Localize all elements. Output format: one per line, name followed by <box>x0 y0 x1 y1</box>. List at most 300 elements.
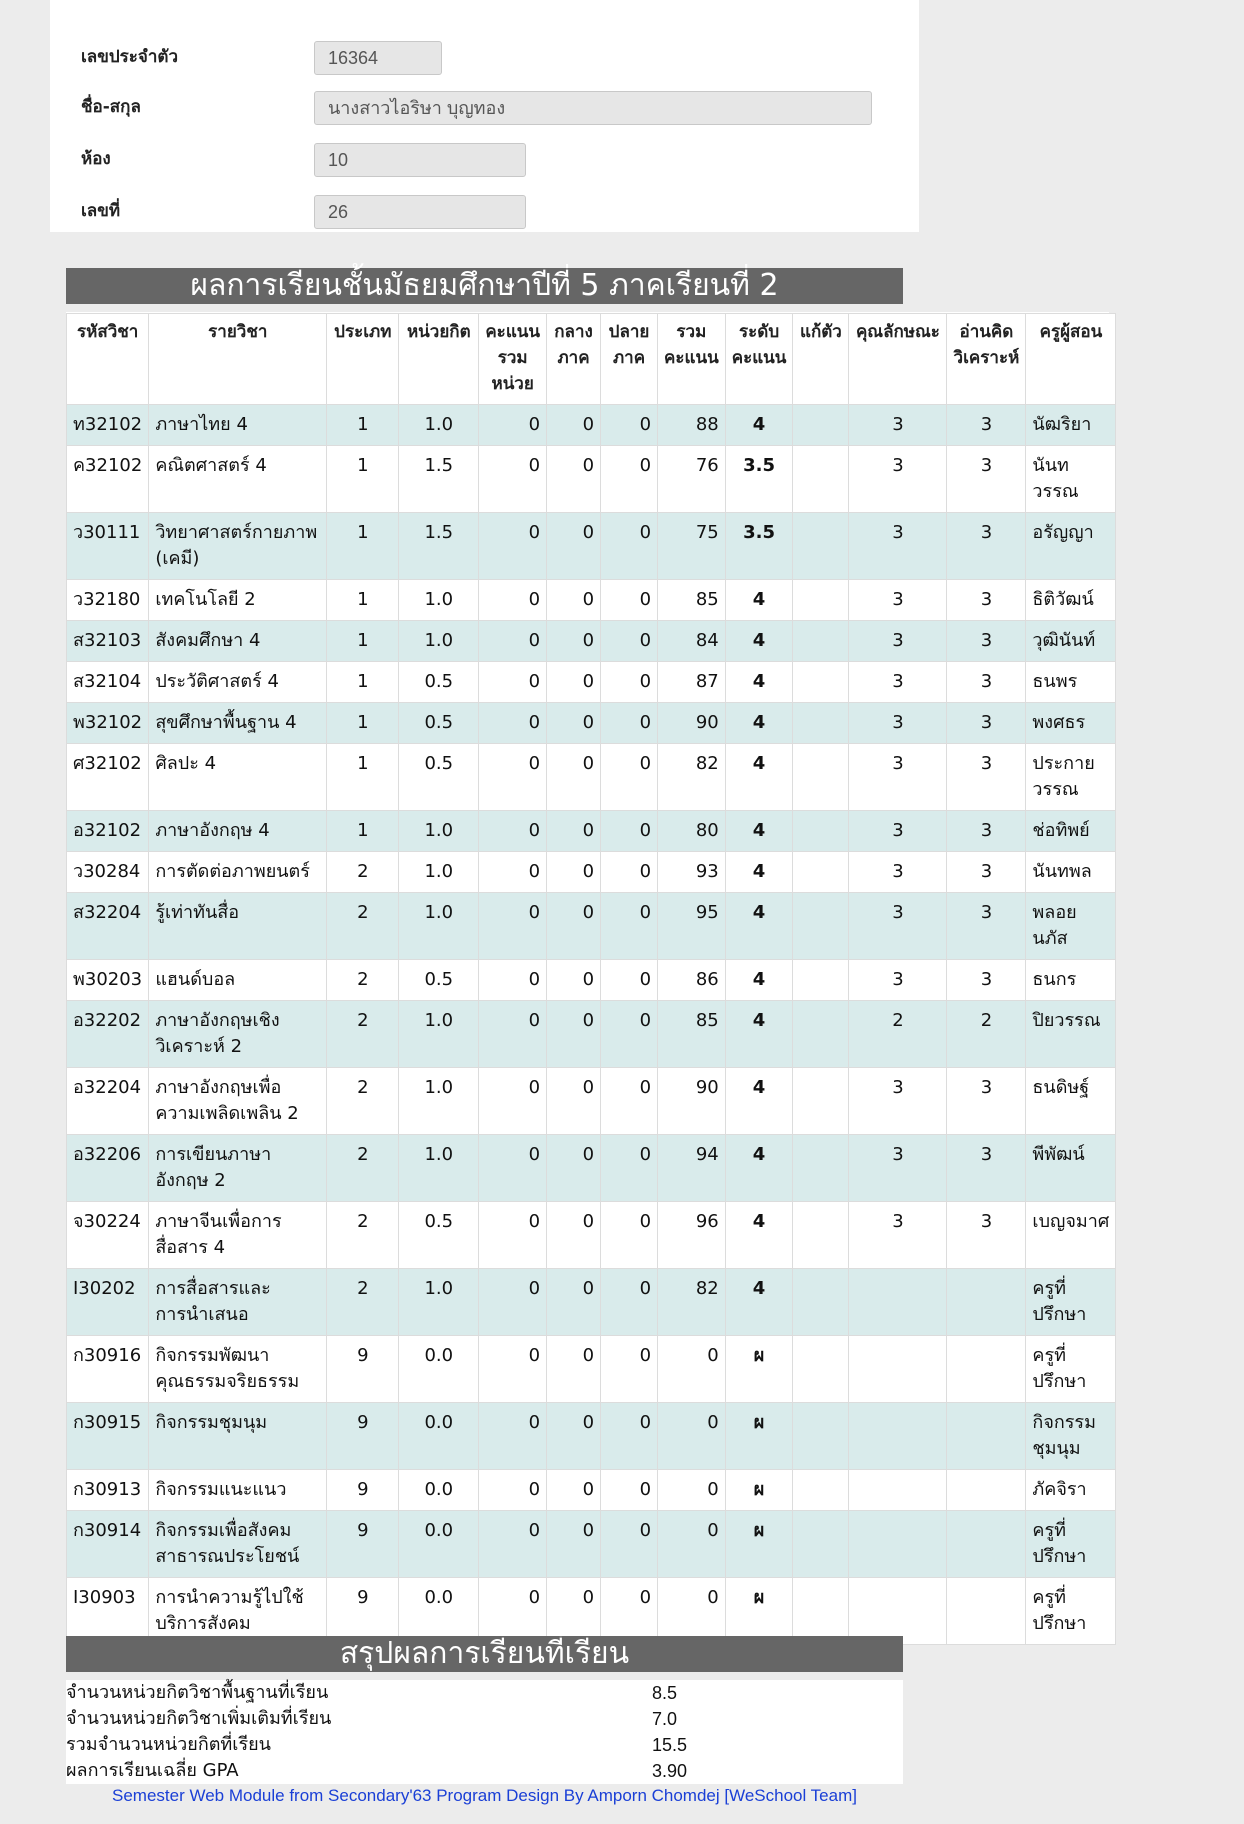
retake-cell <box>793 744 849 811</box>
teacher-cell: ธนดิษฐ์ <box>1026 1068 1116 1135</box>
table-row <box>67 744 1116 811</box>
retake-cell <box>793 893 849 960</box>
course-code-cell: อ32202 <box>67 1001 149 1068</box>
unit-score-cell: 0 <box>479 744 547 811</box>
unit-score-cell: 0 <box>479 580 547 621</box>
column-header: ระดับ คะแนน <box>725 314 793 405</box>
course-name-cell: ศิลปะ 4 <box>149 744 327 811</box>
teacher-cell: ธนกร <box>1026 960 1116 1001</box>
credits-cell: 1.0 <box>399 852 479 893</box>
credits-cell: 0.5 <box>399 960 479 1001</box>
total-score-cell: 93 <box>658 852 726 893</box>
teacher-cell: ครูที่ ปรึกษา <box>1026 1578 1116 1645</box>
table-row <box>67 893 1116 960</box>
final-score-cell: 0 <box>601 446 658 513</box>
unit-score-cell: 0 <box>479 960 547 1001</box>
midterm-score-cell: 0 <box>547 513 601 580</box>
column-header: รหัสวิชา <box>67 314 149 405</box>
analytical-score-cell: 3 <box>947 1135 1026 1202</box>
summary-title: สรุปผลการเรียนที่เรียน <box>66 1636 903 1672</box>
room-label: ห้อง <box>81 149 111 169</box>
student-name-field[interactable]: นางสาวไอริษา บุญทอง <box>314 91 872 125</box>
credits-cell: 0.0 <box>399 1403 479 1470</box>
summary-label: ผลการเรียนเฉลี่ย GPA <box>66 1760 239 1781</box>
course-name-cell: การตัดต่อภาพยนตร์ <box>149 852 327 893</box>
final-score-cell: 0 <box>601 621 658 662</box>
summary-value: 7.0 <box>652 1709 678 1729</box>
midterm-score-cell: 0 <box>547 893 601 960</box>
midterm-score-cell: 0 <box>547 405 601 446</box>
analytical-score-cell: 3 <box>947 703 1026 744</box>
unit-score-cell: 0 <box>479 703 547 744</box>
course-code-cell: ว30111 <box>67 513 149 580</box>
course-name-cell: สังคมศึกษา 4 <box>149 621 327 662</box>
character-score-cell: 3 <box>849 1135 947 1202</box>
course-code-cell: อ32206 <box>67 1135 149 1202</box>
table-row <box>67 1336 1116 1403</box>
credits-cell: 0.5 <box>399 703 479 744</box>
grade-cell: 4 <box>725 1269 793 1336</box>
analytical-score-cell <box>947 1336 1026 1403</box>
retake-cell <box>793 960 849 1001</box>
course-type-cell: 1 <box>327 405 399 446</box>
character-score-cell: 3 <box>849 446 947 513</box>
course-code-cell: ก30916 <box>67 1336 149 1403</box>
course-code-cell: ค32102 <box>67 446 149 513</box>
midterm-score-cell: 0 <box>547 662 601 703</box>
midterm-score-cell: 0 <box>547 1269 601 1336</box>
total-score-cell: 94 <box>658 1135 726 1202</box>
analytical-score-cell: 3 <box>947 580 1026 621</box>
course-type-cell: 2 <box>327 1202 399 1269</box>
course-name-cell: กิจกรรมชุมนุม <box>149 1403 327 1470</box>
table-row <box>67 1578 1116 1645</box>
final-score-cell: 0 <box>601 1336 658 1403</box>
retake-cell <box>793 1202 849 1269</box>
final-score-cell: 0 <box>601 662 658 703</box>
course-code-cell: I30903 <box>67 1578 149 1645</box>
midterm-score-cell: 0 <box>547 1068 601 1135</box>
total-score-cell: 96 <box>658 1202 726 1269</box>
table-row <box>67 960 1116 1001</box>
unit-score-cell: 0 <box>479 1511 547 1578</box>
final-score-cell: 0 <box>601 513 658 580</box>
analytical-score-cell: 3 <box>947 446 1026 513</box>
course-code-cell: พ32102 <box>67 703 149 744</box>
analytical-score-cell: 2 <box>947 1001 1026 1068</box>
course-code-cell: ก30915 <box>67 1403 149 1470</box>
teacher-cell: วุฒินันท์ <box>1026 621 1116 662</box>
table-row <box>67 621 1116 662</box>
grade-cell: ผ <box>725 1578 793 1645</box>
total-score-cell: 85 <box>658 580 726 621</box>
total-score-cell: 87 <box>658 662 726 703</box>
teacher-cell: นันทพล <box>1026 852 1116 893</box>
grade-cell: 4 <box>725 811 793 852</box>
credits-cell: 1.0 <box>399 405 479 446</box>
analytical-score-cell: 3 <box>947 1068 1026 1135</box>
table-body <box>67 405 1116 1645</box>
analytical-score-cell <box>947 1470 1026 1511</box>
summary-label: รวมจำนวนหน่วยกิตที่เรียน <box>66 1734 271 1755</box>
retake-cell <box>793 1578 849 1645</box>
retake-cell <box>793 852 849 893</box>
midterm-score-cell: 0 <box>547 744 601 811</box>
footer-credit-link[interactable]: Semester Web Module from Secondary'63 Program Design By Amporn Chomdej [WeSchool Team] <box>112 1786 857 1805</box>
summary-value: 15.5 <box>652 1735 688 1755</box>
midterm-score-cell: 0 <box>547 446 601 513</box>
column-header: กลาง ภาค <box>547 314 601 405</box>
course-name-cell: การเขียนภาษา อังกฤษ 2 <box>149 1135 327 1202</box>
teacher-cell: ครูที่ ปรึกษา <box>1026 1269 1116 1336</box>
retake-cell <box>793 1470 849 1511</box>
course-type-cell: 1 <box>327 811 399 852</box>
grade-cell: ผ <box>725 1336 793 1403</box>
character-score-cell: 3 <box>849 621 947 662</box>
retake-cell <box>793 1403 849 1470</box>
table-row <box>67 662 1116 703</box>
teacher-cell: ช่อทิพย์ <box>1026 811 1116 852</box>
teacher-cell: พงศธร <box>1026 703 1116 744</box>
character-score-cell: 3 <box>849 1202 947 1269</box>
total-score-cell: 84 <box>658 621 726 662</box>
table-row <box>67 1470 1116 1511</box>
total-score-cell: 95 <box>658 893 726 960</box>
course-type-cell: 2 <box>327 852 399 893</box>
table-row <box>67 1068 1116 1135</box>
unit-score-cell: 0 <box>479 1578 547 1645</box>
course-name-cell: กิจกรรมพัฒนา คุณธรรมจริยธรรม <box>149 1336 327 1403</box>
grade-cell: ผ <box>725 1403 793 1470</box>
table-header-row <box>67 314 1116 405</box>
character-score-cell <box>849 1336 947 1403</box>
course-code-cell: ก30913 <box>67 1470 149 1511</box>
course-type-cell: 1 <box>327 621 399 662</box>
unit-score-cell: 0 <box>479 1068 547 1135</box>
total-score-cell: 82 <box>658 1269 726 1336</box>
grade-cell: 4 <box>725 1135 793 1202</box>
total-score-cell: 0 <box>658 1403 726 1470</box>
unit-score-cell: 0 <box>479 621 547 662</box>
total-score-cell: 75 <box>658 513 726 580</box>
teacher-cell: นัฒริยา <box>1026 405 1116 446</box>
unit-score-cell: 0 <box>479 1403 547 1470</box>
grade-cell: 4 <box>725 1068 793 1135</box>
teacher-cell: ปิยวรรณ <box>1026 1001 1116 1068</box>
table-row <box>67 580 1116 621</box>
final-score-cell: 0 <box>601 1470 658 1511</box>
credits-cell: 0.0 <box>399 1336 479 1403</box>
column-header: หน่วยกิต <box>399 314 479 405</box>
credits-cell: 0.5 <box>399 662 479 703</box>
unit-score-cell: 0 <box>479 811 547 852</box>
character-score-cell: 3 <box>849 811 947 852</box>
unit-score-cell: 0 <box>479 1470 547 1511</box>
student-id-field[interactable]: 16364 <box>314 41 442 75</box>
course-code-cell: ว30284 <box>67 852 149 893</box>
final-score-cell: 0 <box>601 1511 658 1578</box>
student-info-panel <box>50 0 919 232</box>
grade-cell: 4 <box>725 580 793 621</box>
midterm-score-cell: 0 <box>547 1336 601 1403</box>
column-header: อ่านคิด วิเคราะห์ <box>947 314 1026 405</box>
character-score-cell: 2 <box>849 1001 947 1068</box>
midterm-score-cell: 0 <box>547 811 601 852</box>
total-score-cell: 0 <box>658 1578 726 1645</box>
unit-score-cell: 0 <box>479 852 547 893</box>
final-score-cell: 0 <box>601 1202 658 1269</box>
unit-score-cell: 0 <box>479 1269 547 1336</box>
retake-cell <box>793 513 849 580</box>
summary-value: 8.5 <box>652 1683 678 1703</box>
character-score-cell: 3 <box>849 893 947 960</box>
character-score-cell: 3 <box>849 852 947 893</box>
course-code-cell: ส32103 <box>67 621 149 662</box>
analytical-score-cell: 3 <box>947 662 1026 703</box>
grade-cell: 4 <box>725 852 793 893</box>
results-title: ผลการเรียนชั้นมัธยมศึกษาปีที่ 5 ภาคเรียนที่ 2 <box>66 268 903 304</box>
teacher-cell: ครูที่ ปรึกษา <box>1026 1336 1116 1403</box>
credits-cell: 1.0 <box>399 1068 479 1135</box>
course-name-cell: กิจกรรมแนะแนว <box>149 1470 327 1511</box>
character-score-cell: 3 <box>849 960 947 1001</box>
total-score-cell: 90 <box>658 1068 726 1135</box>
credits-cell: 0.5 <box>399 744 479 811</box>
midterm-score-cell: 0 <box>547 1001 601 1068</box>
teacher-cell: ครูที่ ปรึกษา <box>1026 1511 1116 1578</box>
room-field[interactable]: 10 <box>314 143 526 177</box>
credits-cell: 1.5 <box>399 513 479 580</box>
credits-cell: 1.0 <box>399 1269 479 1336</box>
summary-panel <box>66 1680 903 1784</box>
course-type-cell: 2 <box>327 1001 399 1068</box>
teacher-cell: ประกาย วรรณ <box>1026 744 1116 811</box>
analytical-score-cell: 3 <box>947 405 1026 446</box>
course-type-cell: 1 <box>327 513 399 580</box>
character-score-cell <box>849 1511 947 1578</box>
retake-cell <box>793 662 849 703</box>
course-name-cell: ประวัติศาสตร์ 4 <box>149 662 327 703</box>
table-row <box>67 852 1116 893</box>
grade-cell: 4 <box>725 1202 793 1269</box>
column-header: ปลาย ภาค <box>601 314 658 405</box>
course-name-cell: แฮนด์บอล <box>149 960 327 1001</box>
course-name-cell: วิทยาศาสตร์กายภาพ (เคมี) <box>149 513 327 580</box>
midterm-score-cell: 0 <box>547 1470 601 1511</box>
column-header: แก้ตัว <box>793 314 849 405</box>
unit-score-cell: 0 <box>479 1135 547 1202</box>
analytical-score-cell: 3 <box>947 811 1026 852</box>
retake-cell <box>793 1001 849 1068</box>
course-name-cell: ภาษาอังกฤษ 4 <box>149 811 327 852</box>
credits-cell: 0.0 <box>399 1511 479 1578</box>
retake-cell <box>793 621 849 662</box>
grade-cell: 3.5 <box>725 513 793 580</box>
grades-table <box>66 313 1116 1645</box>
unit-score-cell: 0 <box>479 1202 547 1269</box>
grade-cell: 3.5 <box>725 446 793 513</box>
analytical-score-cell: 3 <box>947 960 1026 1001</box>
course-type-cell: 2 <box>327 1068 399 1135</box>
grade-cell: 4 <box>725 744 793 811</box>
course-type-cell: 2 <box>327 893 399 960</box>
character-score-cell <box>849 1470 947 1511</box>
course-name-cell: การสื่อสารและ การนำเสนอ <box>149 1269 327 1336</box>
character-score-cell <box>849 1269 947 1336</box>
retake-cell <box>793 405 849 446</box>
retake-cell <box>793 446 849 513</box>
course-type-cell: 9 <box>327 1470 399 1511</box>
midterm-score-cell: 0 <box>547 1135 601 1202</box>
credits-cell: 1.5 <box>399 446 479 513</box>
course-code-cell: ว32180 <box>67 580 149 621</box>
course-type-cell: 1 <box>327 703 399 744</box>
course-name-cell: เทคโนโลยี 2 <box>149 580 327 621</box>
course-type-cell: 9 <box>327 1511 399 1578</box>
course-code-cell: อ32102 <box>67 811 149 852</box>
teacher-cell: ธนพร <box>1026 662 1116 703</box>
total-score-cell: 0 <box>658 1470 726 1511</box>
summary-row <box>66 1732 903 1758</box>
table-row <box>67 1202 1116 1269</box>
final-score-cell: 0 <box>601 1001 658 1068</box>
credits-cell: 1.0 <box>399 1135 479 1202</box>
table-row <box>67 1511 1116 1578</box>
character-score-cell: 3 <box>849 580 947 621</box>
course-code-cell: จ30224 <box>67 1202 149 1269</box>
retake-cell <box>793 1511 849 1578</box>
unit-score-cell: 0 <box>479 1001 547 1068</box>
final-score-cell: 0 <box>601 744 658 811</box>
midterm-score-cell: 0 <box>547 580 601 621</box>
midterm-score-cell: 0 <box>547 1202 601 1269</box>
table-row <box>67 703 1116 744</box>
summary-label: จำนวนหน่วยกิตวิชาพื้นฐานที่เรียน <box>66 1682 329 1703</box>
column-header: ครูผู้สอน <box>1026 314 1116 405</box>
total-score-cell: 82 <box>658 744 726 811</box>
teacher-cell: นันท วรรณ <box>1026 446 1116 513</box>
course-type-cell: 2 <box>327 960 399 1001</box>
course-name-cell: ภาษาอังกฤษเพื่อ ความเพลิดเพลิน 2 <box>149 1068 327 1135</box>
final-score-cell: 0 <box>601 893 658 960</box>
midterm-score-cell: 0 <box>547 852 601 893</box>
number-field[interactable]: 26 <box>314 195 526 229</box>
grade-cell: 4 <box>725 405 793 446</box>
course-type-cell: 1 <box>327 446 399 513</box>
course-type-cell: 9 <box>327 1336 399 1403</box>
table-row <box>67 513 1116 580</box>
teacher-cell: ภัคจิรา <box>1026 1470 1116 1511</box>
number-label: เลขที่ <box>81 201 121 221</box>
grade-cell: 4 <box>725 621 793 662</box>
grade-cell: ผ <box>725 1511 793 1578</box>
character-score-cell: 3 <box>849 703 947 744</box>
midterm-score-cell: 0 <box>547 1578 601 1645</box>
teacher-cell: ธิติวัฒน์ <box>1026 580 1116 621</box>
student-id-label: เลขประจำตัว <box>81 47 178 67</box>
grade-cell: 4 <box>725 662 793 703</box>
final-score-cell: 0 <box>601 811 658 852</box>
table-row <box>67 1403 1116 1470</box>
credits-cell: 1.0 <box>399 1001 479 1068</box>
midterm-score-cell: 0 <box>547 1511 601 1578</box>
grade-cell: 4 <box>725 960 793 1001</box>
final-score-cell: 0 <box>601 1068 658 1135</box>
summary-row <box>66 1758 903 1784</box>
table-row <box>67 1135 1116 1202</box>
table-row <box>67 1269 1116 1336</box>
credits-cell: 0.0 <box>399 1578 479 1645</box>
unit-score-cell: 0 <box>479 513 547 580</box>
course-code-cell: I30202 <box>67 1269 149 1336</box>
course-name-cell: สุขศึกษาพื้นฐาน 4 <box>149 703 327 744</box>
total-score-cell: 0 <box>658 1336 726 1403</box>
student-name-label: ชื่อ-สกุล <box>81 97 141 117</box>
unit-score-cell: 0 <box>479 405 547 446</box>
analytical-score-cell: 3 <box>947 852 1026 893</box>
midterm-score-cell: 0 <box>547 621 601 662</box>
teacher-cell: พีพัฒน์ <box>1026 1135 1116 1202</box>
unit-score-cell: 0 <box>479 1336 547 1403</box>
table-row <box>67 446 1116 513</box>
summary-row <box>66 1706 903 1732</box>
retake-cell <box>793 811 849 852</box>
credits-cell: 1.0 <box>399 893 479 960</box>
midterm-score-cell: 0 <box>547 1403 601 1470</box>
character-score-cell <box>849 1578 947 1645</box>
analytical-score-cell <box>947 1578 1026 1645</box>
total-score-cell: 86 <box>658 960 726 1001</box>
final-score-cell: 0 <box>601 1578 658 1645</box>
retake-cell <box>793 1336 849 1403</box>
course-code-cell: ท32102 <box>67 405 149 446</box>
grade-cell: 4 <box>725 703 793 744</box>
analytical-score-cell: 3 <box>947 893 1026 960</box>
table-row <box>67 1001 1116 1068</box>
credits-cell: 1.0 <box>399 580 479 621</box>
total-score-cell: 88 <box>658 405 726 446</box>
retake-cell <box>793 1269 849 1336</box>
analytical-score-cell <box>947 1269 1026 1336</box>
analytical-score-cell: 3 <box>947 1202 1026 1269</box>
course-code-cell: ส32104 <box>67 662 149 703</box>
summary-label: จำนวนหน่วยกิตวิชาเพิ่มเติมที่เรียน <box>66 1708 332 1729</box>
course-name-cell: กิจกรรมเพื่อสังคม สาธารณประโยชน์ <box>149 1511 327 1578</box>
course-name-cell: การนำความรู้ไปใช้ บริการสังคม <box>149 1578 327 1645</box>
unit-score-cell: 0 <box>479 446 547 513</box>
course-code-cell: ส32204 <box>67 893 149 960</box>
course-type-cell: 2 <box>327 1269 399 1336</box>
retake-cell <box>793 580 849 621</box>
midterm-score-cell: 0 <box>547 703 601 744</box>
final-score-cell: 0 <box>601 405 658 446</box>
teacher-cell: กิจกรรม ชุมนุม <box>1026 1403 1116 1470</box>
total-score-cell: 0 <box>658 1511 726 1578</box>
teacher-cell: พลอย นภัส <box>1026 893 1116 960</box>
total-score-cell: 85 <box>658 1001 726 1068</box>
character-score-cell: 3 <box>849 662 947 703</box>
retake-cell <box>793 1068 849 1135</box>
grade-cell: 4 <box>725 893 793 960</box>
credits-cell: 1.0 <box>399 621 479 662</box>
teacher-cell: อรัญญา <box>1026 513 1116 580</box>
unit-score-cell: 0 <box>479 893 547 960</box>
column-header: ประเภท <box>327 314 399 405</box>
final-score-cell: 0 <box>601 703 658 744</box>
summary-value: 3.90 <box>652 1761 688 1781</box>
character-score-cell: 3 <box>849 513 947 580</box>
column-header: คะแนน รวม หน่วย <box>479 314 547 405</box>
